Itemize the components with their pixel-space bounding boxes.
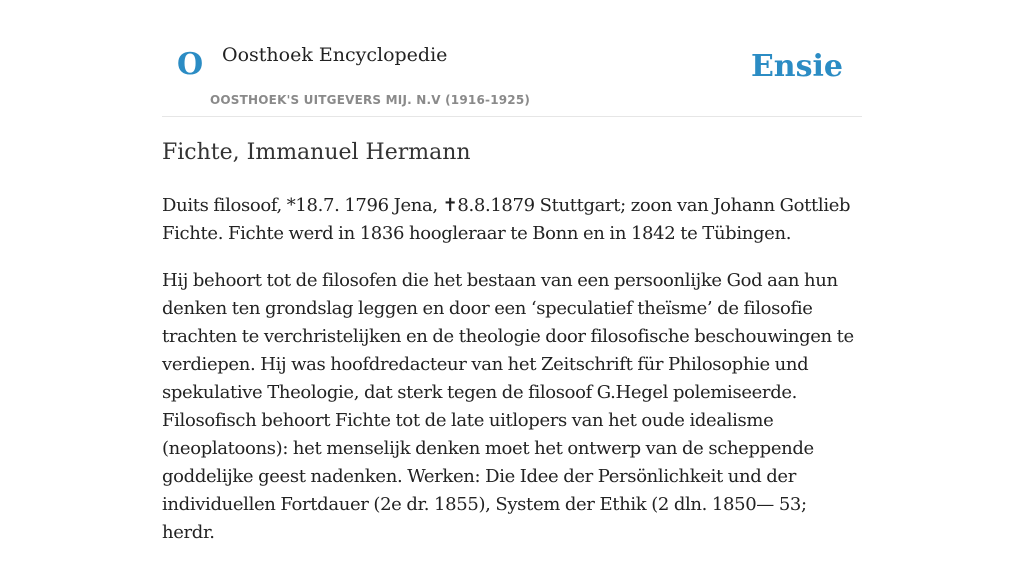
site-logo-icon[interactable]: O (177, 47, 204, 82)
site-title-link[interactable]: Oosthoek Encyclopedie (222, 44, 448, 66)
article-paragraph-2: Hij behoort tot de filosofen die het bestaan van een persoonlijke God aan hun denken ten grondslag leggen en door een ‘speculatief theïsme’ de filosofie trachten te verchristelijken en de theologie door filosofische beschouwingen te verdiepen. Hij was hoofdredacteur van het Zeitschrift für Philosophie und spekulative Theologie, dat sterk tegen de filosoof G.Hegel polemiseerde. Filosofisch behoort Fichte tot de late uitlopers van het oude idealisme (neoplatoons): het menselijk denken moet het ontwerp van de scheppende goddelijke geest nadenken. Werken: Die Idee der Persönlichkeit und der individuellen Fortdauer (2e dr. 1855), System der Ethik (2 dln. 1850— 53; herdr. (162, 270, 854, 543)
publisher-label: OOSTHOEK'S UITGEVERS MIJ. N.V (1916-1925) (210, 93, 531, 107)
article-title: Fichte, Immanuel Hermann (162, 140, 471, 165)
page (162, 0, 862, 543)
article-body (162, 192, 862, 566)
brand-logo-link[interactable]: Ensie (750, 49, 843, 84)
article-paragraph-1: Duits filosoof, *18.7. 1796 Jena, ✝8.8.1879 Stuttgart; zoon van Johann Gottlieb Fichte. Fichte werd in 1836 hoogleraar te Bonn en in 1842 te Tübingen. (162, 195, 851, 244)
site-header (162, 0, 862, 117)
